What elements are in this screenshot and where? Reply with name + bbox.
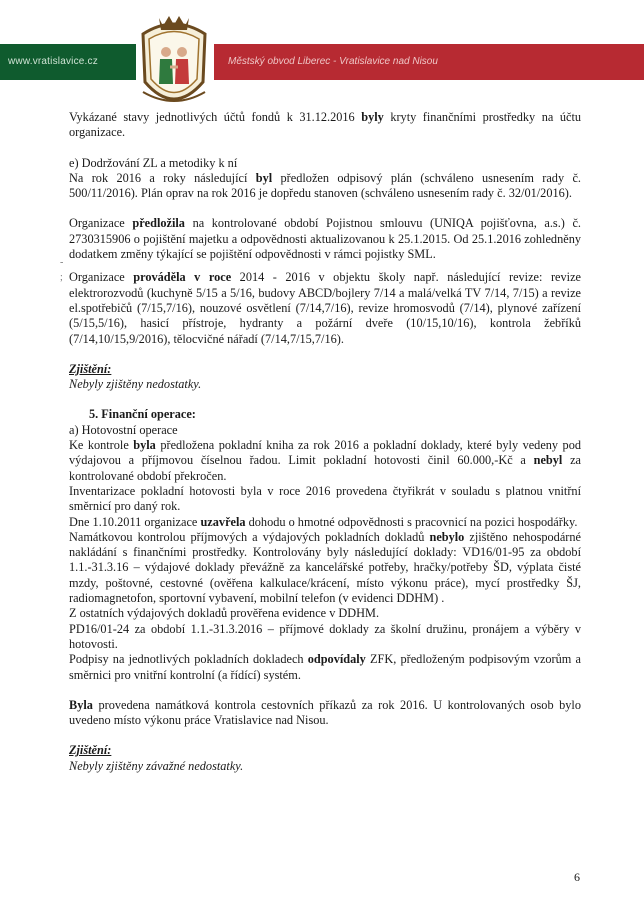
paragraph-liability-agreement: Dne 1.10.2011 organizace uzavřela dohodu o hmotné odpovědnosti s pracovnicí na pozici hospodářky. (69, 514, 578, 529)
paragraph-fund-balances: Vykázané stavy jednotlivých účtů fondů k 31.12.2016 byly kryty finančními prostředky na účtu organizace. (69, 110, 582, 140)
subsection-heading-e: e) Dodržování ZL a metodiky k ní (69, 155, 238, 170)
paragraph-insurance: Organizace předložila na kontrolované období Pojistnou smlouvu (UNIQA pojišťovna, a.s.) č. 2730315906 o pojištění majetku a odpovědnosti aktualizovanou k 25.1.2015. Od 25.1.2016 zohledněny dodatkem změny týkající se pojištění odpovědnosti v rámci pojistky SML. (69, 216, 581, 262)
header-office-name: Městský obvod Liberec - Vratislavice nad Nisou (228, 56, 438, 67)
paragraph-signatures: Podpisy na jednotlivých pokladních dokladech odpovídaly ZFK, předloženým podpisovým vzorům a směrnici pro vnitřní kontrolní (a řídící) systém. (69, 652, 581, 682)
page-number: 6 (574, 870, 580, 884)
finding-text: Nebyly zjištěny závažné nedostatky. (69, 758, 244, 773)
paragraph-cash-book: Ke kontrole byla předložena pokladní kniha za rok 2016 a pokladní doklady, které byly vedeny pod výdajovou a příjmovou číselnou řadou. Limit pokladní hotovosti činil 60.000,-Kč a nebyl za kontrolované období překročen. (69, 438, 582, 483)
margin-mark: ; (60, 272, 63, 283)
coat-of-arms-icon (133, 12, 215, 114)
paragraph-income-documents: PD16/01-24 za období 1.1.-31.3.2016 – příjmové doklady za školní družinu, pronájem a výběry v hotovosti. (69, 621, 581, 651)
finding-text: Nebyly zjištěny nedostatky. (69, 377, 202, 392)
paragraph-ddhm: Z ostatních výdajových dokladů prověřena evidence v DDHM. (69, 606, 380, 621)
finding-label: Zjištění: (69, 361, 112, 376)
finding-label: Zjištění: (69, 743, 112, 758)
header-website: www.vratislavice.cz (8, 56, 98, 67)
document-body (69, 110, 581, 774)
paragraph-travel-orders: Byla provedena namátková kontrola cestovních příkazů za rok 2016. U kontrolovaných osob bylo uvedeno místo výkonu práce Vratislavice nad Nisou. (69, 697, 581, 728)
subsection-heading-a: a) Hotovostní operace (69, 422, 178, 437)
paragraph-depreciation-plan: Na rok 2016 a roky následující byl předložen odpisový plán (schváleno usnesením rady č. 500/11/2016). Plán oprav na rok 2016 je dopředu stanoven (schváleno usnesením rady č. 32/01/2016). (69, 170, 581, 201)
paragraph-inventory: Inventarizace pokladní hotovosti byla v roce 2016 provedena čtyřikrát v souladu s platnou vnitřní směrnicí pro daný rok. (69, 483, 581, 514)
section-heading-financial-operations: 5. Finanční operace: (89, 407, 196, 422)
paragraph-spot-check: Namátkovou kontrolou příjmových a výdajových pokladních dokladů nebylo zjištěno nehospodárné nakládání s finančními prostředky. Kontrolovány byly následující doklady: VD16/01-95 za období 1.1.-31.3.16 – výdajové doklady převážně za kancelářské potřeby, hračky/potřeby ŠD, výplata čisté mzdy, poštovné, cestovné (ověřena kalkulace/krácení, místo výkonu práce), mycí prostředky ŠJ, radiomagnetofon, sportovní vybavení, mobilní telefon (v evidenci DDHM) . (69, 529, 581, 606)
margin-mark: - (60, 257, 64, 268)
paragraph-revisions: Organizace prováděla v roce 2014 - 2016 v objektu školy např. následující revize: revize elektrorozvodů (kuchyně 5/15 a 5/16, budovy ABCD/bojlery 7/14 a malá/velká TV 7/14, 7/15) a revize el.spotřebičů (7/15,7/16), nouzové osvětlení (7/14,7/16), revize hromosvodů (7/14), plynové zařízení (5/15,5/16), hasicí přístroje, hydranty a požární dveře (10/15,10/16), kontrola žebříků (7/14,10/15,9/2016), tělocvičné nářadí (7/14,7/15,7/16). (69, 270, 581, 346)
